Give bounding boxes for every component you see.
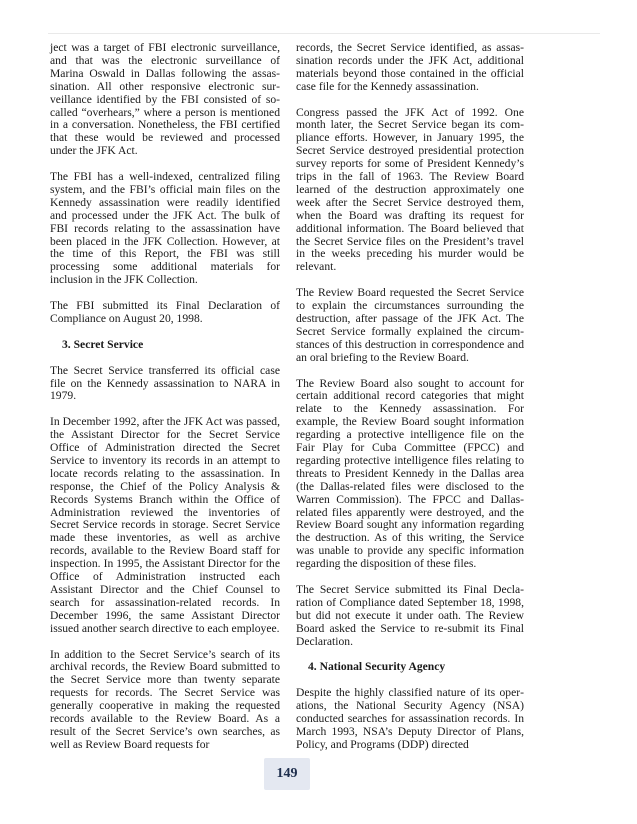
right-paragraph-1: records, the Secret Service identified, as assassination records under the JFK Act, additional materials beyond those contained in the official case file for the Kennedy assassination. — [296, 41, 524, 93]
section-heading-nsa: 4. National Security Agency — [308, 660, 446, 674]
page-number-tab — [264, 758, 310, 790]
right-paragraph-3: The Review Board requested the Secret Service to explain the circumstances surrounding the destruction, after passage of the JFK Act. The Secret Service formally explained the circumstances of this destruction in correspondence and an oral briefing to the Review Board. — [296, 286, 524, 364]
left-paragraph-5: In December 1992, after the JFK Act was passed, the Assistant Director for the Secret Service Office of Administration directed the Secret Service to inventory its records in an attempt to locate records relating to the assassination. In response, the Chief of the Policy Analysis & Records Systems Branch within the Office of Administration reviewed the inventories of Secret Service records in storage. Secret Service made these inventories, as well as archive records, available to the Review Board staff for inspection. In 1995, the Assistant Director for the Office of Administration instructed each Assistant Director and the Chief Counsel to search for assassination-related records. In December 1996, the same Assistant Director issued another search directive to each employee. — [50, 415, 280, 635]
right-paragraph-4: The Review Board also sought to account for certain additional record categories that might relate to the Kennedy assassination. For example, the Review Board sought information regarding a protective intelligence file on the Fair Play for Cuba Committee (FPCC) and regarding protective intelligence files relating to threats to President Kennedy in the Dallas area (the Dallas-related files were disclosed to the Warren Commission). The FPCC and Dallas-related files apparently were destroyed, and the Review Board sought any information regarding the destruction. As of this writing, the Service was unable to provide any specific information regarding the disposition of these files. — [296, 376, 524, 571]
section-heading-secret-service: 3. Secret Service — [62, 337, 144, 351]
left-paragraph-4: The Secret Service transferred its official case file on the Kennedy assassination to NARA in 1979. — [50, 363, 280, 403]
right-column — [296, 42, 524, 765]
right-paragraph-2: Congress passed the JFK Act of 1992. One month later, the Secret Service began its compliance efforts. However, in January 1995, the Secret Service destroyed presidential protection survey reports for some of President Kennedy’s trips in the fall of 1963. The Review Board learned of the destruction approximately one week after the Secret Service destroyed them, when the Board was drafting its request for additional information. The Board believed that the Secret Service files on the President’s travel in the weeks preceding his murder would be relevant. — [296, 105, 524, 274]
left-column — [50, 42, 280, 765]
top-rule — [48, 33, 600, 34]
page-number: 149 — [276, 766, 298, 781]
left-paragraph-6: In addition to the Secret Service’s search of its archival records, the Review Board submitted to the Secret Service more than twenty separate requests for records. The Secret Service was generally cooperative in making the requested records available to the Review Board. As a result of the Secret Service’s own searches, as well as Review Board requests for — [50, 647, 280, 751]
right-paragraph-6: Despite the highly classified nature of its operations, the National Security Agency (NSA) conducted searches for assassination records. In March 1993, NSA’s Deputy Director of Plans, Policy, and Programs (DDP) directed — [296, 686, 524, 751]
left-paragraph-1: ject was a target of FBI electronic surveillance, and that was the electronic surveillance of Marina Oswald in Dallas following the assassination. All other responsive electronic surveillance identified by the FBI consisted of so-called “overhears,” where a person is mentioned in a conversation. Nonetheless, the FBI certified that these would be reviewed and processed under the JFK Act. — [50, 41, 280, 158]
left-paragraph-2: The FBI has a well-indexed, centralized filing system, and the FBI’s official main files on the Kennedy assassination were readily identified and processed under the JFK Act. The bulk of FBI records relating to the assassination have been placed in the JFK Collection. However, at the time of this Report, the FBI was still processing some additional materials for inclusion in the JFK Collection. — [50, 170, 280, 287]
right-paragraph-5: The Secret Service submitted its Final Declaration of Compliance dated September 18, 1998, but did not execute it under oath. The Review Board asked the Service to re-submit its Final Declaration. — [296, 583, 524, 648]
left-paragraph-3: The FBI submitted its Final Declaration of Compliance on August 20, 1998. — [50, 299, 280, 325]
